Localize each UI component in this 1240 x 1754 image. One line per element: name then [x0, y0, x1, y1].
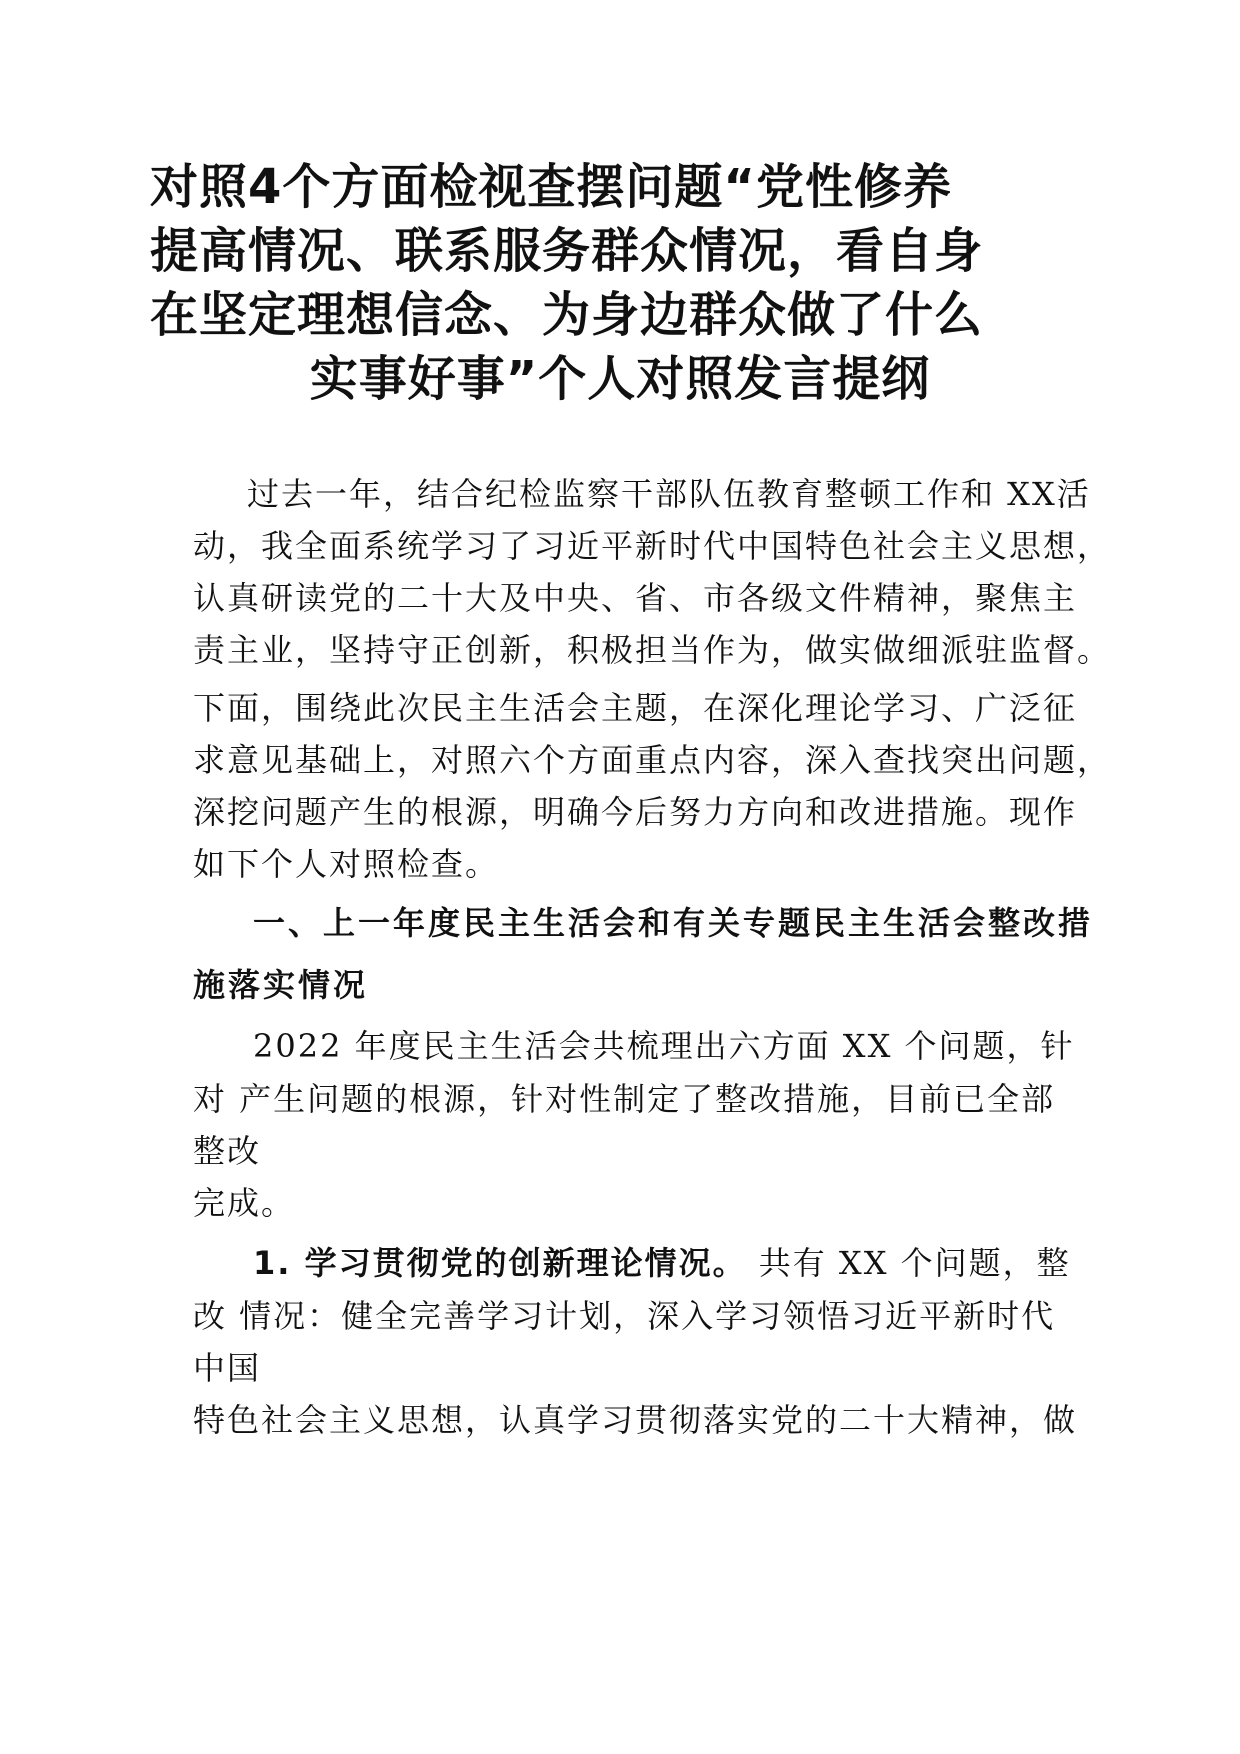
intro-line-5: 下面，围绕此次民主生活会主题，在深化理论学习、广泛征	[193, 689, 1078, 727]
item-1-line-2: 改 情况：健全完善学习计划，深入学习领悟习近平新时代	[193, 1297, 1056, 1335]
intro-line-3: 认真研读党的二十大及中央、省、市各级文件精神，聚焦主	[193, 579, 1078, 617]
section-1-line-4: 完成。	[193, 1184, 296, 1222]
section-1-heading-line-2: 施落实情况	[193, 966, 369, 1004]
item-1-heading: 1. 学习贯彻党的创新理论情况。	[253, 1244, 747, 1282]
intro-line-7: 深挖问题产生的根源，明确今后努力方向和改进措施。现作	[193, 793, 1078, 831]
intro-line-6: 求意见基础上，对照六个方面重点内容，深入查找突出问题，	[193, 741, 1112, 779]
intro-line-1: 过去一年，结合纪检监察干部队伍教育整顿工作和 XX活	[247, 475, 1091, 513]
section-1-line-3: 整改	[193, 1132, 262, 1170]
intro-line-4: 责主业，坚持守正创新，积极担当作为，做实做细派驻监督。	[193, 631, 1112, 669]
section-1-heading-line-1: 一、上一年度民主生活会和有关专题民主生活会整改措	[253, 904, 1094, 942]
title-line-1: 对照4个方面检视查摆问题“党性修养	[150, 159, 952, 215]
item-1-line-1	[253, 1243, 1071, 1283]
item-1-line-3: 中国	[193, 1349, 262, 1387]
document-title	[150, 155, 1090, 411]
title-line-4: 实事好事”个人对照发言提纲	[309, 351, 931, 407]
item-1-line-4: 特色社会主义思想，认真学习贯彻落实党的二十大精神，做	[193, 1401, 1078, 1439]
section-1-line-2: 对 产生问题的根源，针对性制定了整改措施，目前已全部	[193, 1080, 1056, 1118]
title-line-3: 在坚定理想信念、为身边群众做了什么	[150, 287, 984, 343]
item-1-first-line-rest: 共有 XX 个问题，整	[746, 1244, 1071, 1282]
title-line-2: 提高情况、联系服务群众情况，看自身	[150, 223, 984, 279]
intro-line-8: 如下个人对照检查。	[193, 845, 500, 883]
section-1-line-1: 2022 年度民主生活会共梳理出六方面 XX 个问题，针	[253, 1027, 1075, 1065]
intro-line-2: 动，我全面系统学习了习近平新时代中国特色社会主义思想，	[193, 527, 1112, 565]
